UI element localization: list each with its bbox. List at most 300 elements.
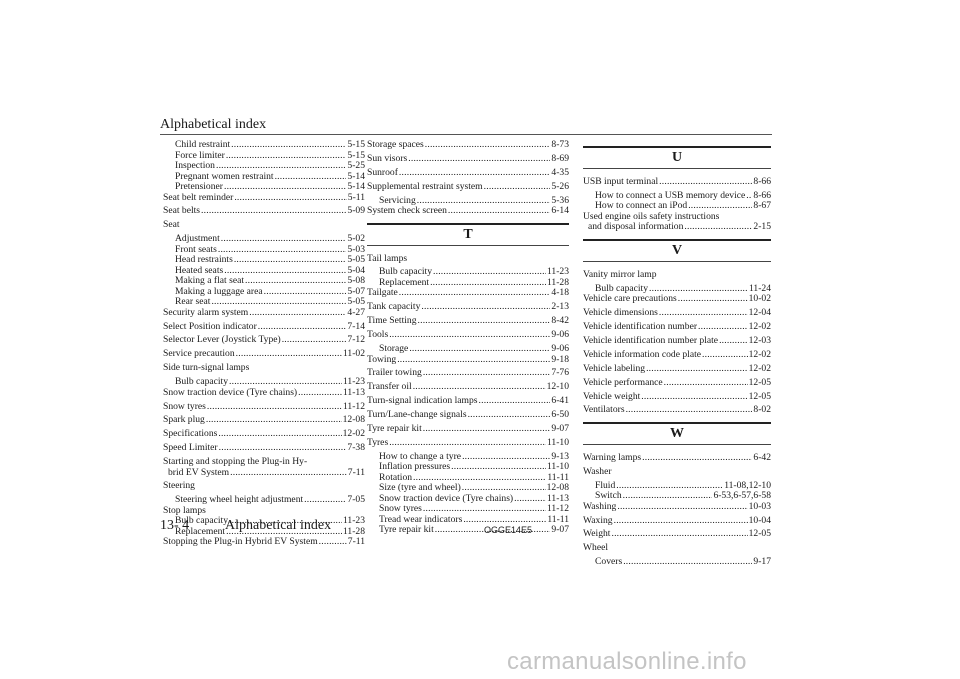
dot-leader (319, 537, 347, 548)
dot-leader (264, 287, 347, 298)
page-reference[interactable]: 9-18 (551, 353, 569, 365)
section-bottom-rule (583, 261, 771, 262)
entry-label: Bulb capacity (175, 515, 229, 527)
page-reference[interactable]: 5-15 (347, 139, 365, 150)
index-column-1 (163, 140, 365, 548)
index-entry[interactable] (367, 154, 569, 165)
page-reference[interactable]: 12-03 (748, 334, 771, 346)
index-entry[interactable] (583, 405, 771, 416)
entry-label: Tools (367, 329, 389, 341)
entry-label: How to connect a USB memory device (595, 189, 746, 201)
entry-label: Rear seat (175, 296, 211, 308)
dot-leader (201, 206, 346, 217)
index-letter-section (367, 223, 569, 246)
entry-label: Adjustment (175, 233, 220, 245)
entry-label: Vehicle dimensions (583, 307, 658, 319)
page-reference[interactable]: 11-24 (748, 282, 771, 294)
entry-label: Pregnant women restraint (175, 170, 274, 182)
dot-leader (462, 452, 550, 463)
dot-leader (463, 515, 546, 526)
index-entry[interactable] (367, 410, 569, 421)
entry-label: and disposal information (588, 221, 684, 233)
index-entry[interactable] (163, 308, 365, 319)
entry-label: Vehicle care precautions (583, 293, 677, 305)
index-entry[interactable] (583, 516, 771, 527)
watermark[interactable]: carmanualsonline.info (507, 648, 747, 675)
dot-leader (389, 438, 546, 449)
index-entry[interactable] (163, 335, 365, 346)
page-reference[interactable]: 4-18 (551, 287, 569, 299)
page-number: 13- 4 (160, 518, 190, 533)
index-entry[interactable] (163, 429, 365, 440)
entry-label: Front seats (175, 243, 217, 255)
page-reference[interactable]: 12-08 (546, 482, 569, 494)
dot-leader (448, 206, 550, 217)
entry-label: Transfer oil (367, 381, 412, 393)
dot-leader (479, 396, 551, 407)
entry-label: Rotation (379, 471, 413, 483)
page-reference[interactable]: 8-73 (551, 139, 569, 150)
page-reference[interactable]: 5-05 (347, 254, 365, 266)
page-reference[interactable]: 8-67 (753, 200, 771, 212)
page-reference[interactable]: 9-06 (551, 329, 569, 341)
dot-leader (408, 154, 550, 165)
entry-label: Snow tyres (379, 503, 422, 515)
entry-label: Inflation pressures (379, 461, 451, 473)
dot-leader (617, 502, 747, 513)
dot-leader (409, 344, 550, 355)
page-reference[interactable]: 11-11 (547, 471, 569, 483)
index-entry[interactable] (367, 438, 569, 449)
index-heading: Used engine oils safety instructions (583, 210, 720, 222)
page-reference[interactable]: 5-09 (347, 205, 365, 217)
dot-leader (664, 378, 748, 389)
page-reference[interactable]: 11-10 (546, 436, 569, 448)
page-reference[interactable]: 11-13 (342, 386, 365, 398)
page-reference[interactable]: 9-06 (551, 343, 569, 355)
dot-leader (399, 288, 551, 299)
page-reference[interactable]: 5-07 (347, 285, 365, 297)
dot-leader (282, 335, 347, 346)
section-letter: V (671, 242, 683, 258)
index-letter-section (583, 146, 771, 169)
index-entry[interactable] (583, 350, 771, 361)
page-reference[interactable]: 8-42 (551, 315, 569, 327)
entry-label: Head restraints (175, 254, 233, 266)
entry-label: Child restraint (175, 139, 231, 150)
entry-label: Vehicle identification number (583, 321, 698, 333)
index-entry[interactable] (163, 206, 365, 217)
entry-label: Making a flat seat (175, 275, 244, 287)
page-reference[interactable]: 5-15 (347, 149, 365, 161)
page-reference[interactable]: 9-07 (551, 524, 569, 536)
entry-label: Bulb capacity (595, 282, 649, 294)
index-entry[interactable] (583, 378, 771, 389)
index-letter-section (583, 239, 771, 262)
dot-leader (234, 193, 346, 204)
page-reference[interactable]: 12-02 (748, 348, 771, 360)
page-reference[interactable]: 8-66 (753, 176, 771, 187)
dot-leader (218, 245, 347, 256)
footer-title: Alphabetical index (225, 518, 332, 533)
entry-label: Turn-signal indication lamps (367, 395, 478, 407)
page-reference[interactable]: 12-08 (342, 414, 365, 426)
page-reference[interactable]: 11-08,12-10 (724, 479, 771, 491)
page-reference[interactable]: 5-11 (347, 191, 365, 203)
page-reference[interactable]: 12-05 (748, 528, 771, 540)
dot-leader (659, 177, 752, 188)
page-reference[interactable]: 2-13 (551, 301, 569, 313)
page-reference[interactable]: 11-28 (546, 276, 569, 288)
entry-label: Tyre repair kit (367, 422, 422, 434)
entry-label: Tread wear indicators (379, 513, 463, 525)
dot-leader (236, 349, 342, 360)
entry-label: Service precaution (163, 348, 235, 360)
page-reference[interactable]: 11-13 (546, 492, 569, 504)
page-reference[interactable]: 10-02 (748, 293, 771, 305)
index-heading: Seat (163, 219, 180, 231)
entry-label: Switch (595, 490, 622, 502)
dot-leader (413, 382, 546, 393)
index-entry[interactable] (583, 364, 771, 375)
entry-label: Vehicle performance (583, 376, 663, 388)
entry-label: Towing (367, 353, 397, 365)
index-entry[interactable] (163, 415, 365, 426)
page-reference[interactable]: 11-02 (342, 348, 365, 360)
index-heading: Steering (163, 480, 195, 492)
index-heading: Vanity mirror lamp (583, 268, 657, 280)
index-entry[interactable] (367, 302, 569, 313)
dot-leader (659, 308, 748, 319)
page-reference[interactable]: 9-13 (551, 450, 569, 462)
entry-label: System check screen (367, 205, 447, 217)
page-reference[interactable]: 7-11 (347, 466, 365, 478)
index-subentry[interactable] (583, 557, 771, 568)
dot-leader (451, 462, 546, 473)
index-heading: Stop lamps (163, 504, 206, 516)
dot-leader (484, 182, 551, 193)
dot-leader (719, 336, 748, 347)
section-letter: W (670, 425, 684, 441)
page-reference[interactable]: 11-23 (546, 266, 569, 278)
page-reference[interactable]: 9-17 (753, 556, 771, 568)
dot-leader (684, 222, 752, 233)
index-entry[interactable] (583, 308, 771, 319)
section-letter: T (463, 226, 473, 242)
entry-label: Fluid (595, 479, 616, 491)
dot-leader (468, 410, 551, 421)
entry-label: How to connect an iPod (595, 200, 688, 212)
entry-label: Waxing (583, 514, 613, 526)
page-reference[interactable]: 12-05 (748, 390, 771, 402)
entry-label: Tailgate (367, 287, 398, 299)
index-entry[interactable] (367, 316, 569, 327)
index-entry[interactable] (163, 193, 365, 204)
index-entry[interactable] (163, 322, 365, 333)
index-entry[interactable] (367, 288, 569, 299)
page-reference[interactable]: 5-02 (347, 233, 365, 245)
page-reference[interactable]: 5-05 (347, 296, 365, 308)
dot-leader (678, 294, 748, 305)
dot-leader (746, 191, 752, 202)
page-reference[interactable]: 10-04 (748, 514, 771, 526)
dot-leader (207, 402, 342, 413)
entry-label: Turn/Lane-change signals (367, 409, 467, 421)
index-subentry[interactable] (367, 344, 569, 355)
page-reference[interactable]: 7-05 (347, 494, 365, 506)
entry-label: Seat belt reminder (163, 191, 234, 203)
entry-label: Bulb capacity (175, 376, 229, 388)
entry-label: Vehicle identification number plate (583, 334, 719, 346)
page-reference[interactable]: 5-03 (347, 243, 365, 255)
entry-label: Replacement (175, 525, 226, 537)
section-letter: U (671, 150, 683, 165)
entry-label: Tank capacity (367, 301, 421, 313)
section-bottom-rule (367, 245, 569, 246)
page-reference[interactable]: 7-12 (347, 334, 365, 346)
index-entry[interactable] (583, 392, 771, 403)
index-entry[interactable] (583, 453, 771, 464)
entry-label: Security alarm system (163, 306, 249, 318)
page-reference[interactable]: 11-10 (546, 461, 569, 473)
entry-label: Snow tyres (163, 400, 206, 412)
page-reference[interactable]: 5-08 (347, 275, 365, 287)
index-entry[interactable] (367, 368, 569, 379)
entry-label: Stopping the Plug-in Hybrid EV System (163, 536, 318, 548)
page-reference[interactable]: 12-10 (546, 381, 569, 393)
entry-label: Vehicle weight (583, 390, 641, 402)
dot-leader (230, 468, 347, 479)
page-reference[interactable]: 6-14 (551, 205, 569, 217)
page-reference[interactable]: 8-02 (753, 404, 771, 416)
dot-leader (614, 516, 748, 527)
entry-label: Washing (583, 500, 617, 512)
page-reference[interactable]: 4-27 (347, 306, 365, 318)
dot-leader (216, 161, 346, 172)
dot-leader (249, 308, 346, 319)
page-reference[interactable]: 12-02 (342, 428, 365, 440)
index-entry[interactable] (367, 182, 569, 193)
dot-leader (423, 424, 551, 435)
page-reference[interactable]: 7-76 (551, 367, 569, 379)
dot-leader (224, 182, 346, 193)
dot-leader (430, 278, 546, 289)
index-entry[interactable] (583, 294, 771, 305)
dot-leader (698, 322, 748, 333)
entry-label: Bulb capacity (379, 266, 433, 278)
page-reference[interactable]: 12-04 (748, 307, 771, 319)
section-bottom-rule (583, 444, 771, 445)
index-heading: Tail lamps (367, 252, 408, 264)
dot-leader (702, 350, 748, 361)
dot-leader (418, 316, 551, 327)
index-entry[interactable] (367, 355, 569, 366)
entry-label: USB input terminal (583, 176, 659, 187)
index-heading: Wheel (583, 542, 609, 554)
dot-leader (611, 529, 747, 540)
page-reference[interactable]: 5-14 (347, 170, 365, 182)
dot-leader (421, 302, 550, 313)
dot-leader (226, 151, 347, 162)
index-entry[interactable] (163, 388, 365, 399)
entry-label: brid EV System (168, 466, 230, 478)
page-reference[interactable]: 8-69 (551, 152, 569, 164)
page-reference[interactable]: 5-04 (347, 264, 365, 276)
page-reference[interactable]: 5-25 (347, 160, 365, 171)
entry-label: Ventilators (583, 404, 625, 416)
entry-label: Sun visors (367, 152, 408, 164)
entry-label: Trailer towing (367, 367, 422, 379)
entry-label: Tyres (367, 436, 389, 448)
index-heading: Side turn-signal lamps (163, 362, 250, 374)
index-entry[interactable] (367, 330, 569, 341)
page-reference[interactable]: 12-05 (748, 376, 771, 388)
dot-leader (646, 364, 748, 375)
entry-label: Snow traction device (Tyre chains) (163, 386, 298, 398)
dot-leader (221, 234, 347, 245)
entry-label: Size (tyre and wheel) (379, 482, 461, 494)
index-entry[interactable] (367, 140, 569, 151)
page-reference[interactable]: 10-03 (748, 500, 771, 512)
document-code: OGGE14E5 (484, 525, 533, 535)
entry-label: Servicing (379, 194, 416, 206)
index-heading: Washer (583, 465, 612, 477)
entry-label: Snow traction device (Tyre chains) (379, 492, 514, 504)
page-reference[interactable]: 5-26 (551, 180, 569, 192)
index-heading: Starting and stopping the Plug-in Hy- (163, 456, 308, 468)
entry-label: Inspection (175, 160, 215, 171)
page-reference[interactable]: 9-07 (551, 422, 569, 434)
page-reference[interactable]: 11-12 (342, 400, 365, 412)
page-reference[interactable]: 6-42 (753, 451, 771, 463)
index-subentry[interactable] (163, 182, 365, 193)
index-entry[interactable] (583, 322, 771, 333)
page-reference[interactable]: 11-11 (547, 513, 569, 525)
index-entry[interactable] (367, 396, 569, 407)
page-reference[interactable]: 11-23 (342, 515, 365, 527)
page-reference[interactable]: 12-02 (748, 362, 771, 374)
index-entry[interactable] (367, 382, 569, 393)
header-rule (160, 134, 772, 135)
dot-leader (304, 495, 346, 506)
entry-label: Steering wheel height adjustment (175, 494, 304, 506)
entry-label: Replacement (379, 276, 430, 288)
index-entry[interactable] (163, 468, 365, 479)
entry-label: Warning lamps (583, 451, 642, 463)
dot-leader (298, 388, 342, 399)
entry-label: Sunroof (367, 166, 398, 178)
index-entry[interactable] (163, 537, 365, 548)
dot-leader (231, 140, 346, 151)
dot-leader (514, 494, 546, 505)
index-entry[interactable] (367, 168, 569, 179)
page-reference[interactable]: 4-35 (551, 166, 569, 178)
entry-label: Pretensioner (175, 181, 223, 192)
dot-leader (234, 255, 347, 266)
index-subentry[interactable] (163, 140, 365, 151)
page-reference[interactable]: 12-02 (748, 321, 771, 333)
index-subentry[interactable] (367, 525, 569, 536)
entry-label: Seat belts (163, 205, 201, 217)
dot-leader (397, 355, 550, 366)
page-reference[interactable]: 2-15 (753, 221, 771, 233)
dot-leader (623, 557, 752, 568)
page-reference[interactable]: 7-11 (347, 536, 365, 548)
page-reference[interactable]: 6-50 (551, 409, 569, 421)
dot-leader (616, 481, 723, 492)
dot-leader (423, 368, 551, 379)
index-entry[interactable] (583, 177, 771, 188)
page-reference[interactable]: 8-66 (753, 189, 771, 201)
index-letter-section (583, 422, 771, 445)
dot-leader (641, 392, 747, 403)
index-column-3 (583, 140, 771, 568)
entry-label: Spark plug (163, 414, 205, 426)
page-reference[interactable]: 11-23 (342, 376, 365, 388)
dot-leader (642, 453, 752, 464)
page-reference[interactable]: 7-38 (347, 442, 365, 454)
page-reference[interactable]: 11-12 (546, 503, 569, 515)
page-reference[interactable]: 5-36 (551, 194, 569, 206)
entry-label: Force limiter (175, 149, 225, 161)
index-entry[interactable] (367, 424, 569, 435)
dot-leader (623, 491, 713, 502)
dot-leader (218, 429, 341, 440)
dot-leader (219, 443, 347, 454)
entry-label: Speed Limiter (163, 442, 218, 454)
index-entry[interactable] (583, 222, 771, 233)
entry-label: Weight (583, 528, 611, 540)
entry-label: Time Setting (367, 315, 417, 327)
section-bottom-rule (583, 168, 771, 169)
index-entry[interactable] (163, 349, 365, 360)
dot-leader (275, 172, 347, 183)
entry-label: Selector Lever (Joystick Type) (163, 334, 281, 346)
entry-label: Tyre repair kit (379, 524, 434, 536)
entry-label: Covers (595, 556, 623, 568)
dot-leader (258, 322, 347, 333)
dot-leader (626, 405, 753, 416)
index-entry[interactable] (367, 206, 569, 217)
index-entry[interactable] (583, 502, 771, 513)
page-reference[interactable]: 11-28 (342, 525, 365, 537)
index-entry[interactable] (163, 402, 365, 413)
index-entry[interactable] (163, 443, 365, 454)
entry-label: Select Position indicator (163, 320, 257, 332)
dot-leader (399, 168, 550, 179)
entry-label: How to change a tyre (379, 450, 462, 462)
entry-label: Vehicle information code plate (583, 348, 702, 360)
page-reference[interactable]: 5-14 (347, 181, 365, 192)
index-column-2 (367, 140, 569, 536)
entry-label: Vehicle labeling (583, 362, 646, 374)
entry-label: Storage spaces (367, 139, 424, 150)
entry-label: Specifications (163, 428, 218, 440)
dot-leader (425, 140, 551, 151)
page-reference[interactable]: 7-14 (347, 320, 365, 332)
index-entry[interactable] (583, 529, 771, 540)
page-reference[interactable]: 6-41 (551, 395, 569, 407)
dot-leader (433, 267, 546, 278)
entry-label: Heated seats (175, 264, 224, 276)
entry-label: Storage (379, 343, 409, 355)
index-subentry[interactable] (163, 161, 365, 172)
page-reference[interactable]: 6-53,6-57,6-58 (713, 490, 771, 502)
index-entry[interactable] (583, 336, 771, 347)
entry-label: Supplemental restraint system (367, 180, 483, 192)
dot-leader (206, 415, 342, 426)
page-title: Alphabetical index (160, 117, 267, 132)
